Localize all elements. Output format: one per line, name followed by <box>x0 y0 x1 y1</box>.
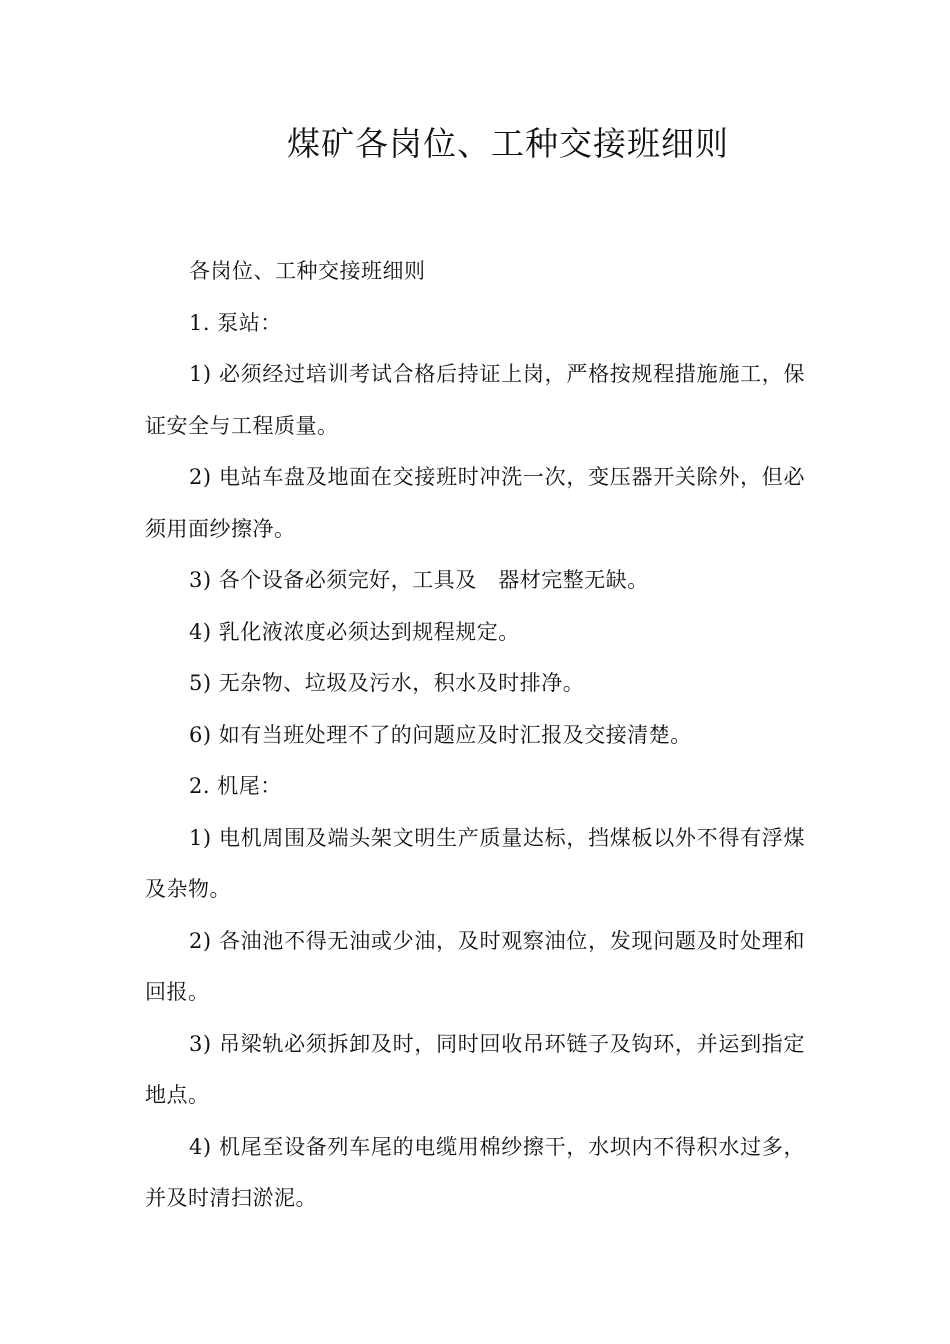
document-body <box>145 246 805 1225</box>
list-item: 2) 电站车盘及地面在交接班时冲洗一次，变压器开关除外，但必须用面纱擦净。 <box>145 465 805 541</box>
list-item: 6) 如有当班处理不了的问题应及时汇报及交接清楚。 <box>189 722 692 747</box>
list-item: 4) 乳化液浓度必须达到规程规定。 <box>189 619 520 644</box>
section-heading-machine-tail: 2. 机尾： <box>189 774 282 798</box>
list-item: 3) 各个设备必须完好，工具及 器材完整无缺。 <box>189 568 649 592</box>
document-title: 煤矿各岗位、工种交接班细则 <box>287 124 729 163</box>
list-item: 4) 机尾至设备列车尾的电缆用棉纱擦干，水坝内不得积水过多，并及时清扫淤泥。 <box>145 1134 805 1210</box>
list-item: 5) 无杂物、垃圾及污水，积水及时排净。 <box>189 671 585 695</box>
list-item: 1) 必须经过培训考试合格后持证上岗，严格按规程措施施工，保证安全与工程质量。 <box>145 362 805 438</box>
list-item: 3) 吊梁轨必须拆卸及时，同时回收吊环链子及钩环，并运到指定地点。 <box>145 1031 805 1107</box>
list-item: 1) 电机周围及端头架文明生产质量达标，挡煤板以外不得有浮煤及杂物。 <box>145 825 805 901</box>
section-heading-pump-station: 1. 泵站： <box>189 310 282 335</box>
section-subtitle: 各岗位、工种交接班细则 <box>189 259 426 283</box>
list-item: 2) 各油池不得无油或少油，及时观察油位，发现问题及时处理和回报。 <box>145 928 805 1004</box>
